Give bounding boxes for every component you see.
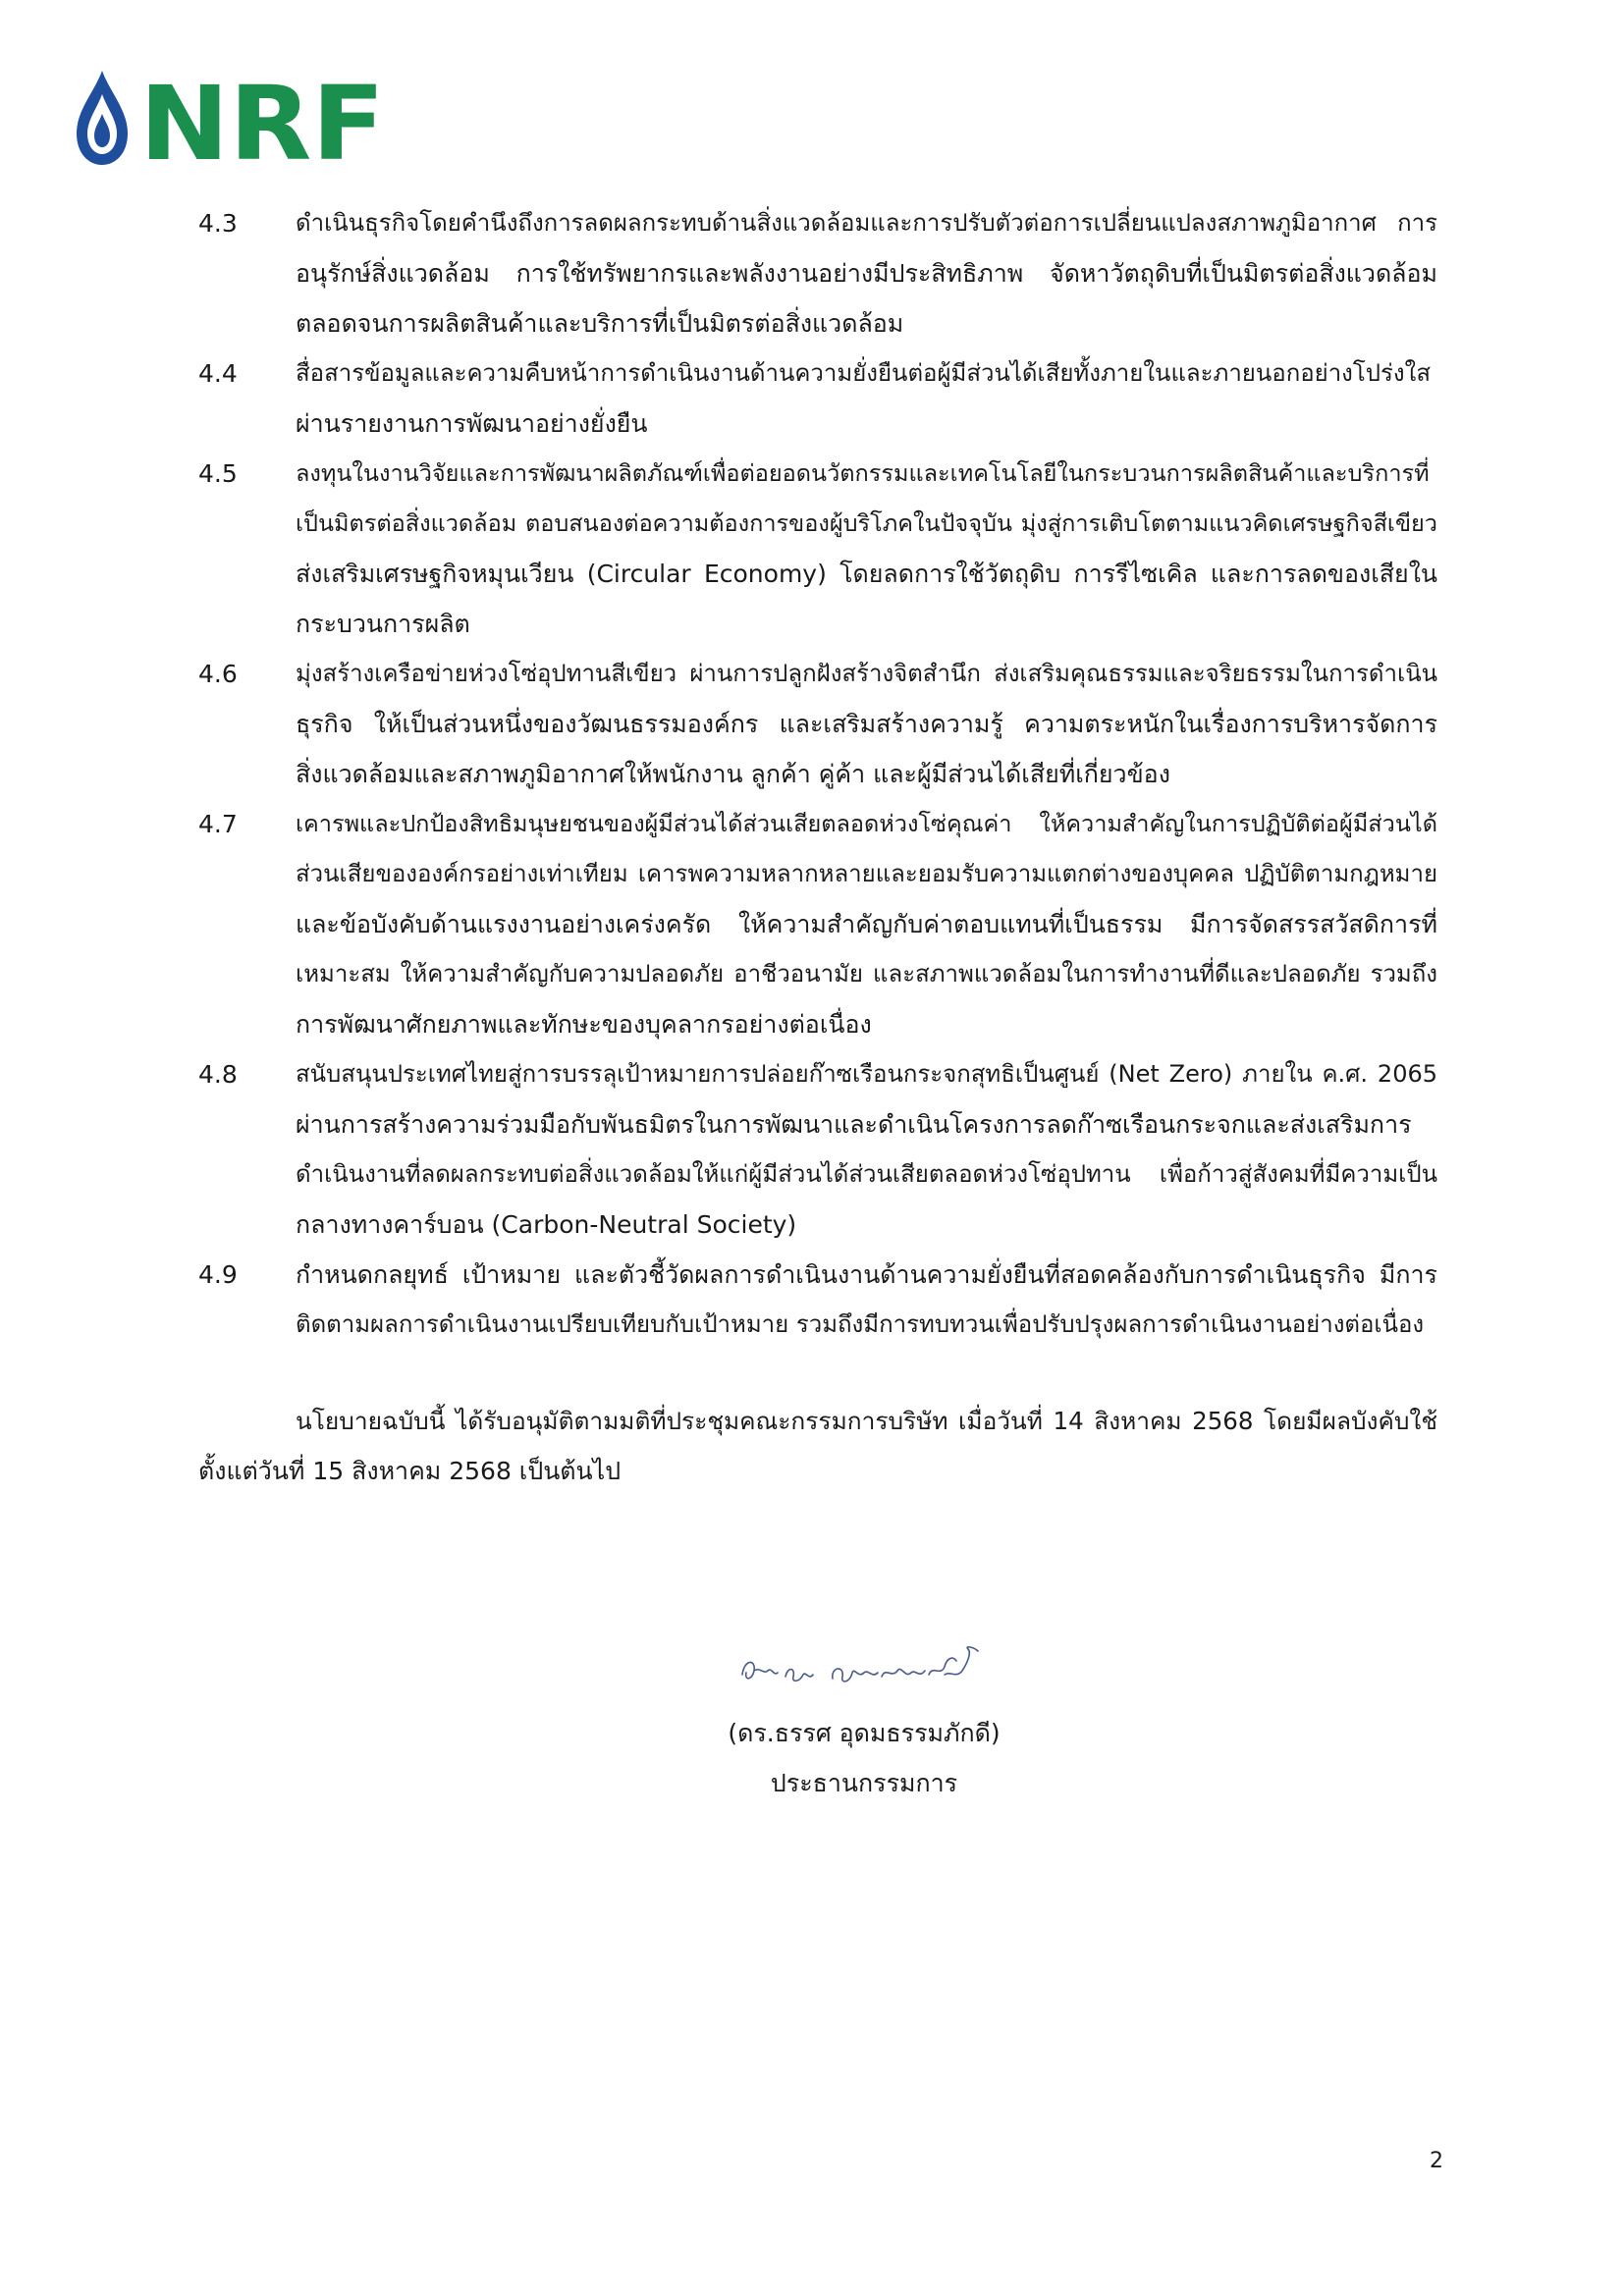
clause-4-5 [198,449,1437,649]
clause-number: 4.6 [198,660,238,688]
clause-line: ดำเนินธุรกิจโดยคำนึงถึงการลดผลกระทบด้านสิ่งแวดล้อมและการปรับตัวต่อการเปลี่ยนแปลงสภาพภูมิอากาศ การ [296,209,1437,237]
clause-line: ดำเนินงานที่ลดผลกระทบต่อสิ่งแวดล้อมให้แก่ผู้มีส่วนได้ส่วนเสียตลอดห่วงโซ่อุปทาน เพื่อก้าวสู่สังคมที่มีความเป็น [296,1160,1437,1188]
clause-line: สิ่งแวดล้อมและสภาพภูมิอากาศให้พนักงาน ลูกค้า คู่ค้า และผู้มีส่วนได้เสียที่เกี่ยวข้อง [296,760,1170,788]
clause-line: สื่อสารข้อมูลและความคืบหน้าการดำเนินงานด้านความยั่งยืนต่อผู้มีส่วนได้เสียทั้งภายในและภายนอกอย่างโปร่งใส [296,359,1431,387]
clause-text [296,198,1437,348]
clause-line: สนับสนุนประเทศไทยสู่การบรรลุเป้าหมายการปล่อยก๊าซเรือนกระจกสุทธิเป็นศูนย์ (Net Zero) ภายใน ค.ศ. 2065 [296,1060,1437,1088]
clause-text [296,1250,1437,1350]
clause-line: กำหนดกลยุทธ์ เป้าหมาย และตัวชี้วัดผลการดำเนินงานด้านความยั่งยืนที่สอดคล้องกับการดำเนินธุรกิจ มีการ [296,1260,1437,1289]
clause-line: อนุรักษ์สิ่งแวดล้อม การใช้ทรัพยากรและพลังงานอย่างมีประสิทธิภาพ จัดหาวัตถุดิบที่เป็นมิตรต่อสิ่งแวดล้อม [296,259,1437,288]
clause-text [296,449,1437,649]
clause-4-9 [198,1250,1437,1350]
closing-paragraph [198,1396,1437,1496]
clause-line: ลงทุนในงานวิจัยและการพัฒนาผลิตภัณฑ์เพื่อต่อยอดนวัตกรรมและเทคโนโลยีในกระบวนการผลิตสินค้าและบริการที่ [296,459,1430,487]
clause-line: และข้อบังคับด้านแรงงานอย่างเคร่งครัด ให้ความสำคัญกับค่าตอบแทนที่เป็นธรรม มีการจัดสรรสวัสดิการที่ [296,910,1437,938]
closing-line: ตั้งแต่วันที่ 15 สิงหาคม 2568 เป็นต้นไป [198,1457,622,1485]
clause-line: ธุรกิจ ให้เป็นส่วนหนึ่งของวัฒนธรรมองค์กร และเสริมสร้างความรู้ ความตระหนักในเรื่องการบริหารจัดการ [296,710,1437,738]
clause-text [296,1049,1437,1250]
clause-number: 4.4 [198,359,238,388]
clause-number: 4.9 [198,1260,238,1289]
clause-number: 4.7 [198,810,238,838]
signature-image [734,1637,1000,1698]
clause-number: 4.5 [198,459,238,488]
clause-line: มุ่งสร้างเครือข่ายห่วงโซ่อุปทานสีเขียว ผ่านการปลูกฝังสร้างจิตสำนึก ส่งเสริมคุณธรรมและจริยธรรมในการดำเนิน [296,660,1437,687]
clause-line: ติดตามผลการดำเนินงานเปรียบเทียบกับเป้าหมาย รวมถึงมีการทบทวนเพื่อปรับปรุงผลการดำเนินงานอย่างต่อเนื่อง [296,1310,1425,1338]
drop-icon [77,71,128,165]
company-logo [75,65,389,173]
clause-text [296,799,1437,1049]
clause-line: การพัฒนาศักยภาพและทักษะของบุคลากรอย่างต่อเนื่อง [296,1010,872,1039]
clause-line: เหมาะสม ให้ความสำคัญกับความปลอดภัย อาชีวอนามัย และสภาพแวดล้อมในการทำงานที่ดีและปลอดภัย รวมถึง [296,960,1437,988]
clause-line: ตลอดจนการผลิตสินค้าและบริการที่เป็นมิตรต่อสิ่งแวดล้อม [296,309,904,338]
clause-line: ส่วนเสียขององค์กรอย่างเท่าเทียม เคารพความหลากหลายและยอมรับความแตกต่างของบุคคล ปฏิบัติตามกฎหมาย [296,860,1437,887]
clause-line: เคารพและปกป้องสิทธิมนุษยชนของผู้มีส่วนได้ส่วนเสียตลอดห่วงโซ่คุณค่า ให้ความสำคัญในการปฏิบัติต่อผู้มีส่วนได้ [296,810,1437,837]
clause-line: กระบวนการผลิต [296,610,470,638]
clause-text [296,348,1437,449]
logo-wordmark: NRF [139,65,385,173]
signer-name: (ดร.ธรรศ อุดมธรรมภักดี) [728,1719,1001,1747]
policy-clauses [198,198,1437,1350]
clause-text [296,649,1437,799]
clause-number: 4.8 [198,1060,238,1089]
closing-line: นโยบายฉบับนี้ ได้รับอนุมัติตามมติที่ประชุมคณะกรรมการบริษัท เมื่อวันที่ 14 สิงหาคม 2568 โดยมีผลบังคับใช้ [296,1407,1437,1435]
clause-line: ส่งเสริมเศรษฐกิจหมุนเวียน (Circular Economy) โดยลดการใช้วัตถุดิบ การรีไซเคิล และการลดของเสียใน [296,560,1437,588]
signer-title: ประธานกรรมการ [770,1769,958,1797]
clause-line: เป็นมิตรต่อสิ่งแวดล้อม ตอบสนองต่อความต้องการของผู้บริโภคในปัจจุบัน มุ่งสู่การเติบโตตามแนวคิดเศรษฐกิจสีเขียว [296,509,1437,537]
clause-4-6 [198,649,1437,799]
clause-line: กลางทางคาร์บอน (Carbon-Neutral Society) [296,1210,797,1239]
clause-4-3 [198,198,1437,348]
clause-4-7 [198,799,1437,1049]
clause-number: 4.3 [198,209,238,238]
clause-line: ผ่านรายงานการพัฒนาอย่างยั่งยืน [296,409,648,438]
clause-4-4 [198,348,1437,449]
clause-4-8 [198,1049,1437,1250]
clause-line: ผ่านการสร้างความร่วมมือกับพันธมิตรในการพัฒนาและดำเนินโครงการลดก๊าซเรือนกระจกและส่งเสริมการ [296,1110,1412,1139]
page-number: 2 [1430,2149,1443,2173]
